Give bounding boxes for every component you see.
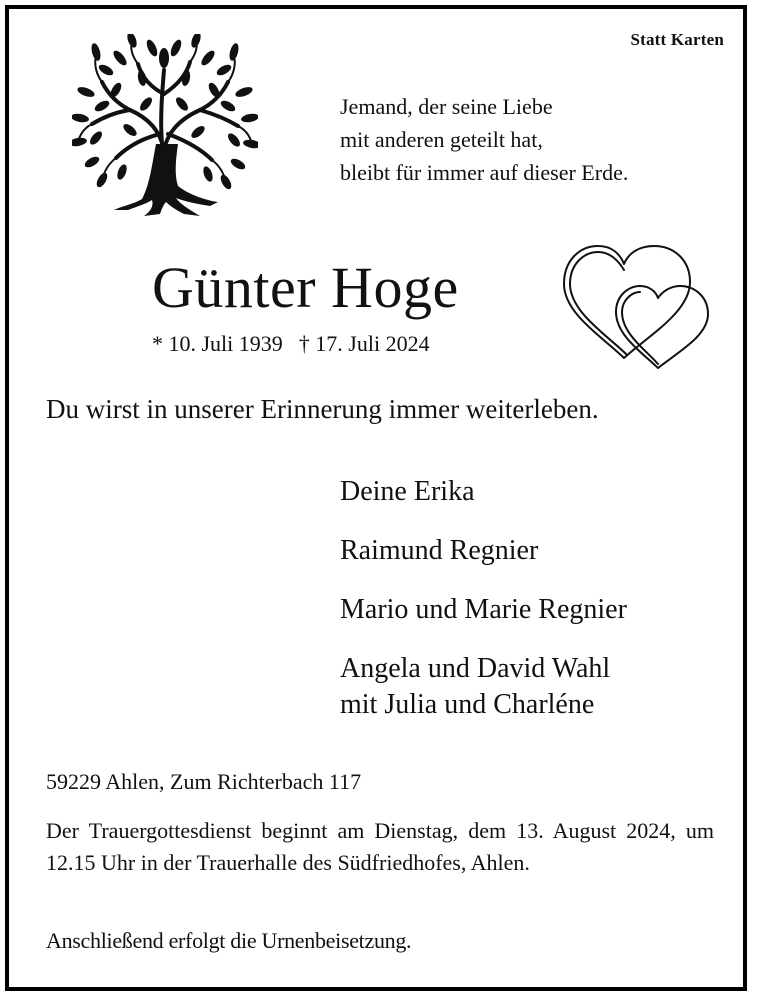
two-hearts-outline-icon: [560, 240, 712, 372]
family-member-julia-charlene: mit Julia und Charléne: [340, 689, 595, 720]
birth-date: * 10. Juli 1939: [152, 331, 283, 356]
funeral-service-info: Der Trauergottesdienst beginnt am Dienstag, dem 13. August 2024, um 12.15 Uhr in der Trauerhalle des Südfriedhofes, Ahlen.: [46, 818, 714, 875]
family-list: [340, 474, 627, 723]
family-member-mario-marie: Mario und Marie Regnier: [340, 594, 627, 625]
urn-burial-info: Anschließend erfolgt die Urnenbeisetzung.: [46, 928, 412, 953]
deceased-name: Günter Hoge: [152, 255, 459, 320]
life-dates: [152, 331, 430, 357]
memorial-quote: [340, 90, 628, 189]
family-address: 59229 Ahlen, Zum Richterbach 117: [46, 769, 362, 794]
family-member-raimund: Raimund Regnier: [340, 535, 539, 566]
family-member-angela-david: Angela und David Wahl: [340, 653, 611, 684]
memory-line: Du wirst in unserer Erinnerung immer weiterleben.: [46, 394, 599, 424]
tree-of-life-icon: [72, 34, 258, 218]
statt-karten-label: Statt Karten: [630, 30, 724, 49]
quote-line-2: mit anderen geteilt hat,: [340, 127, 543, 152]
family-member-erika: Deine Erika: [340, 476, 475, 507]
death-date: † 17. Juli 2024: [298, 331, 430, 356]
quote-line-3: bleibt für immer auf dieser Erde.: [340, 160, 629, 185]
quote-line-1: Jemand, der seine Liebe: [340, 94, 553, 119]
